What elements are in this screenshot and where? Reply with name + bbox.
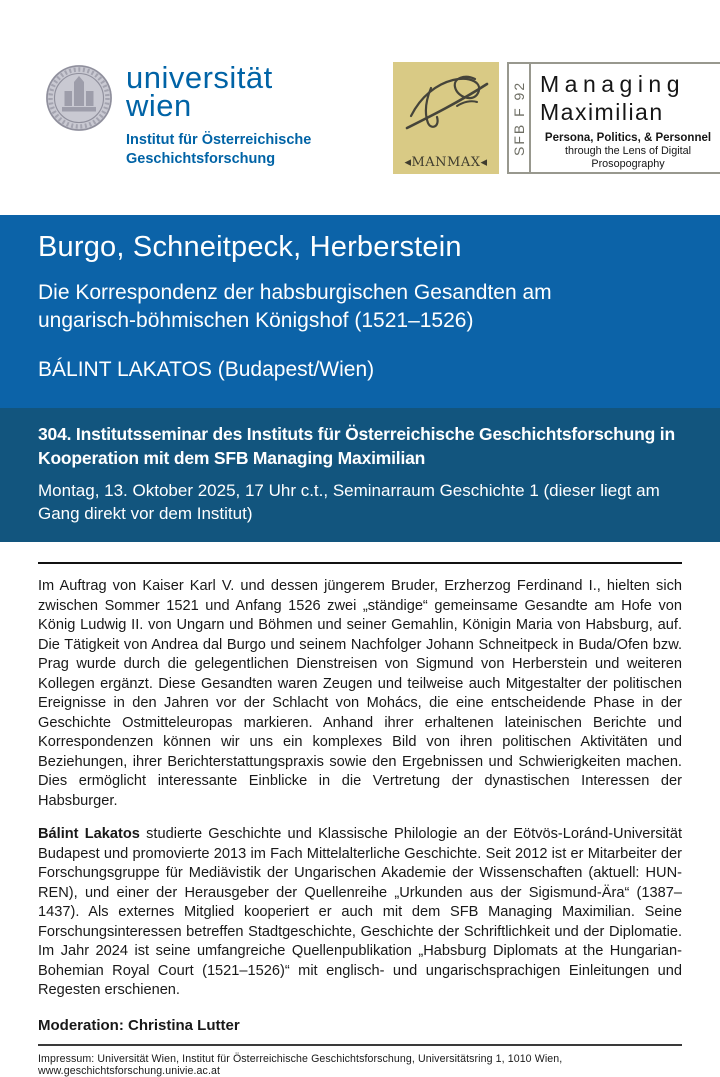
lecture-subtitle: Die Korrespondenz der habsburgischen Gesandten am ungarisch-böhmischen Königshof (1521–1526) [38, 281, 552, 332]
univie-seal-icon [45, 64, 113, 132]
manmax-title-line1: Managing [540, 71, 686, 97]
speaker-bio-text: studierte Geschichte und Klassische Philologie an der Eötvös-Loránd-Universität Budapest und promovierte 2013 im Fach Mittelalterliche Geschichte. Seit 2012 ist er Mitarbeiter der Forschungsgruppe für Mediävistik der Ungarischen Akademie der Wissenschaften (aktuell: HUN-REN), und einer der Herausgeber der Quellenreihe „Urkunden aus der Sigismund-Ära“ (1387–1437). Als externes Mitglied kooperiert er auch mit dem SFB Managing Maximilian. Seine Forschungsinteressen betreffen Stadtgeschichte, Geschichte der Schriftlichkeit und der Diplomatie. Im Jahr 2024 ist seine umfangreiche Quellenpublikation „Habsburg Diplomats at the Hungarian-Bohemian Royal Court (1521–1526)“ mit englisch- und ungarischsprachigen Einleitungen und Regesten erschienen. [38, 826, 682, 998]
poster-body [38, 542, 682, 1077]
manmax-title-text [531, 64, 720, 172]
institute-name [126, 131, 311, 168]
divider-top [38, 562, 682, 564]
abstract-paragraph: Im Auftrag von Kaiser Karl V. und dessen jüngerem Bruder, Erzherzog Ferdinand I., hielten sich zwischen Sommer 1521 und Anfang 1526 zwei „ständige“ gemeinsame Gesandte am Hofe von König Ludwig II. von Ungarn und Böhmen und seiner Gemahlin, Königin Maria von Habsburg, auf. Die Tätigkeit von Andrea dal Burgo und seinem Nachfolger Johann Schneitpeck in Buda/Ofen bzw. Prag wurde durch die gelegentlichen Dienstreisen von Sigmund von Herberstein und weiteren Kollegen ergänzt. Diese Gesandten waren Zeugen und teilweise auch Mitgestalter der politischen Ereignisse in den Jahren vor der Schlacht von Mohács, die eine entscheidende Phase in der Geschichte Ostmitteleuropas markieren. Anhand ihrer erhaltenen lateinischen Berichte und Korrespondenzen können wir uns ein komplexes Bild von ihren politischen Aktivitäten und Beziehungen, ihrer Berichterstattungspraxis sowie den Ergebnissen und Schwierigkeiten machen. Dies ermöglicht interessante Einblicke in die Vertretung der dynastischen Interessen der Habsburger. [38, 578, 682, 809]
speaker-bio-paragraph [38, 825, 682, 1001]
speaker-bio-lead: Bálint Lakatos [38, 826, 140, 842]
manmax-subtitle-line2: through the Lens of Digital Prosopography [564, 145, 692, 170]
manmax-title-block [507, 62, 720, 174]
manmax-logo [393, 62, 720, 174]
sfb-f92-vertical-label: SFB F 92 [507, 64, 531, 172]
manmax-signature-box [393, 62, 499, 174]
manmax-subtitle-line1: Persona, Politics, & Personnel [544, 132, 712, 144]
impressum-line: Impressum: Universität Wien, Institut für Österreichische Geschichtsforschung, Universitätsring 1, 1010 Wien, www.geschichtsforschung.univie.ac.at [38, 1052, 563, 1077]
manmax-wordmark: ◂MANMAX◂ [404, 155, 488, 170]
univie-wordmark-line1: universität [126, 60, 273, 95]
seminar-info-banner [0, 408, 720, 542]
speaker-name: BÁLINT LAKATOS (Budapest/Wien) [38, 358, 375, 381]
univie-wordmark [126, 60, 311, 123]
seminar-series: 304. Institutsseminar des Instituts für Österreichische Geschichtsforschung in Kooperation mit dem SFB Managing Maximilian [38, 424, 675, 468]
univie-wordmark-line2: wien [126, 88, 192, 123]
univie-logo [45, 60, 312, 168]
moderation-line: Moderation: Christina Lutter [38, 1016, 240, 1034]
univie-logo-text [126, 60, 312, 168]
institute-name-line2: Geschichtsforschung [126, 150, 276, 167]
lecture-title: Burgo, Schneitpeck, Herberstein [38, 231, 462, 263]
institute-name-line1: Institut für Österreichische [126, 132, 312, 148]
seminar-datetime-location: Montag, 13. Oktober 2025, 17 Uhr c.t., Seminarraum Geschichte 1 (dieser liegt am Gang direkt vor dem Institut) [38, 481, 660, 523]
maximilian-signature-icon [397, 66, 495, 152]
title-banner [0, 215, 720, 408]
manmax-title-line2: Maximilian [540, 99, 664, 125]
divider-bottom [38, 1044, 682, 1046]
